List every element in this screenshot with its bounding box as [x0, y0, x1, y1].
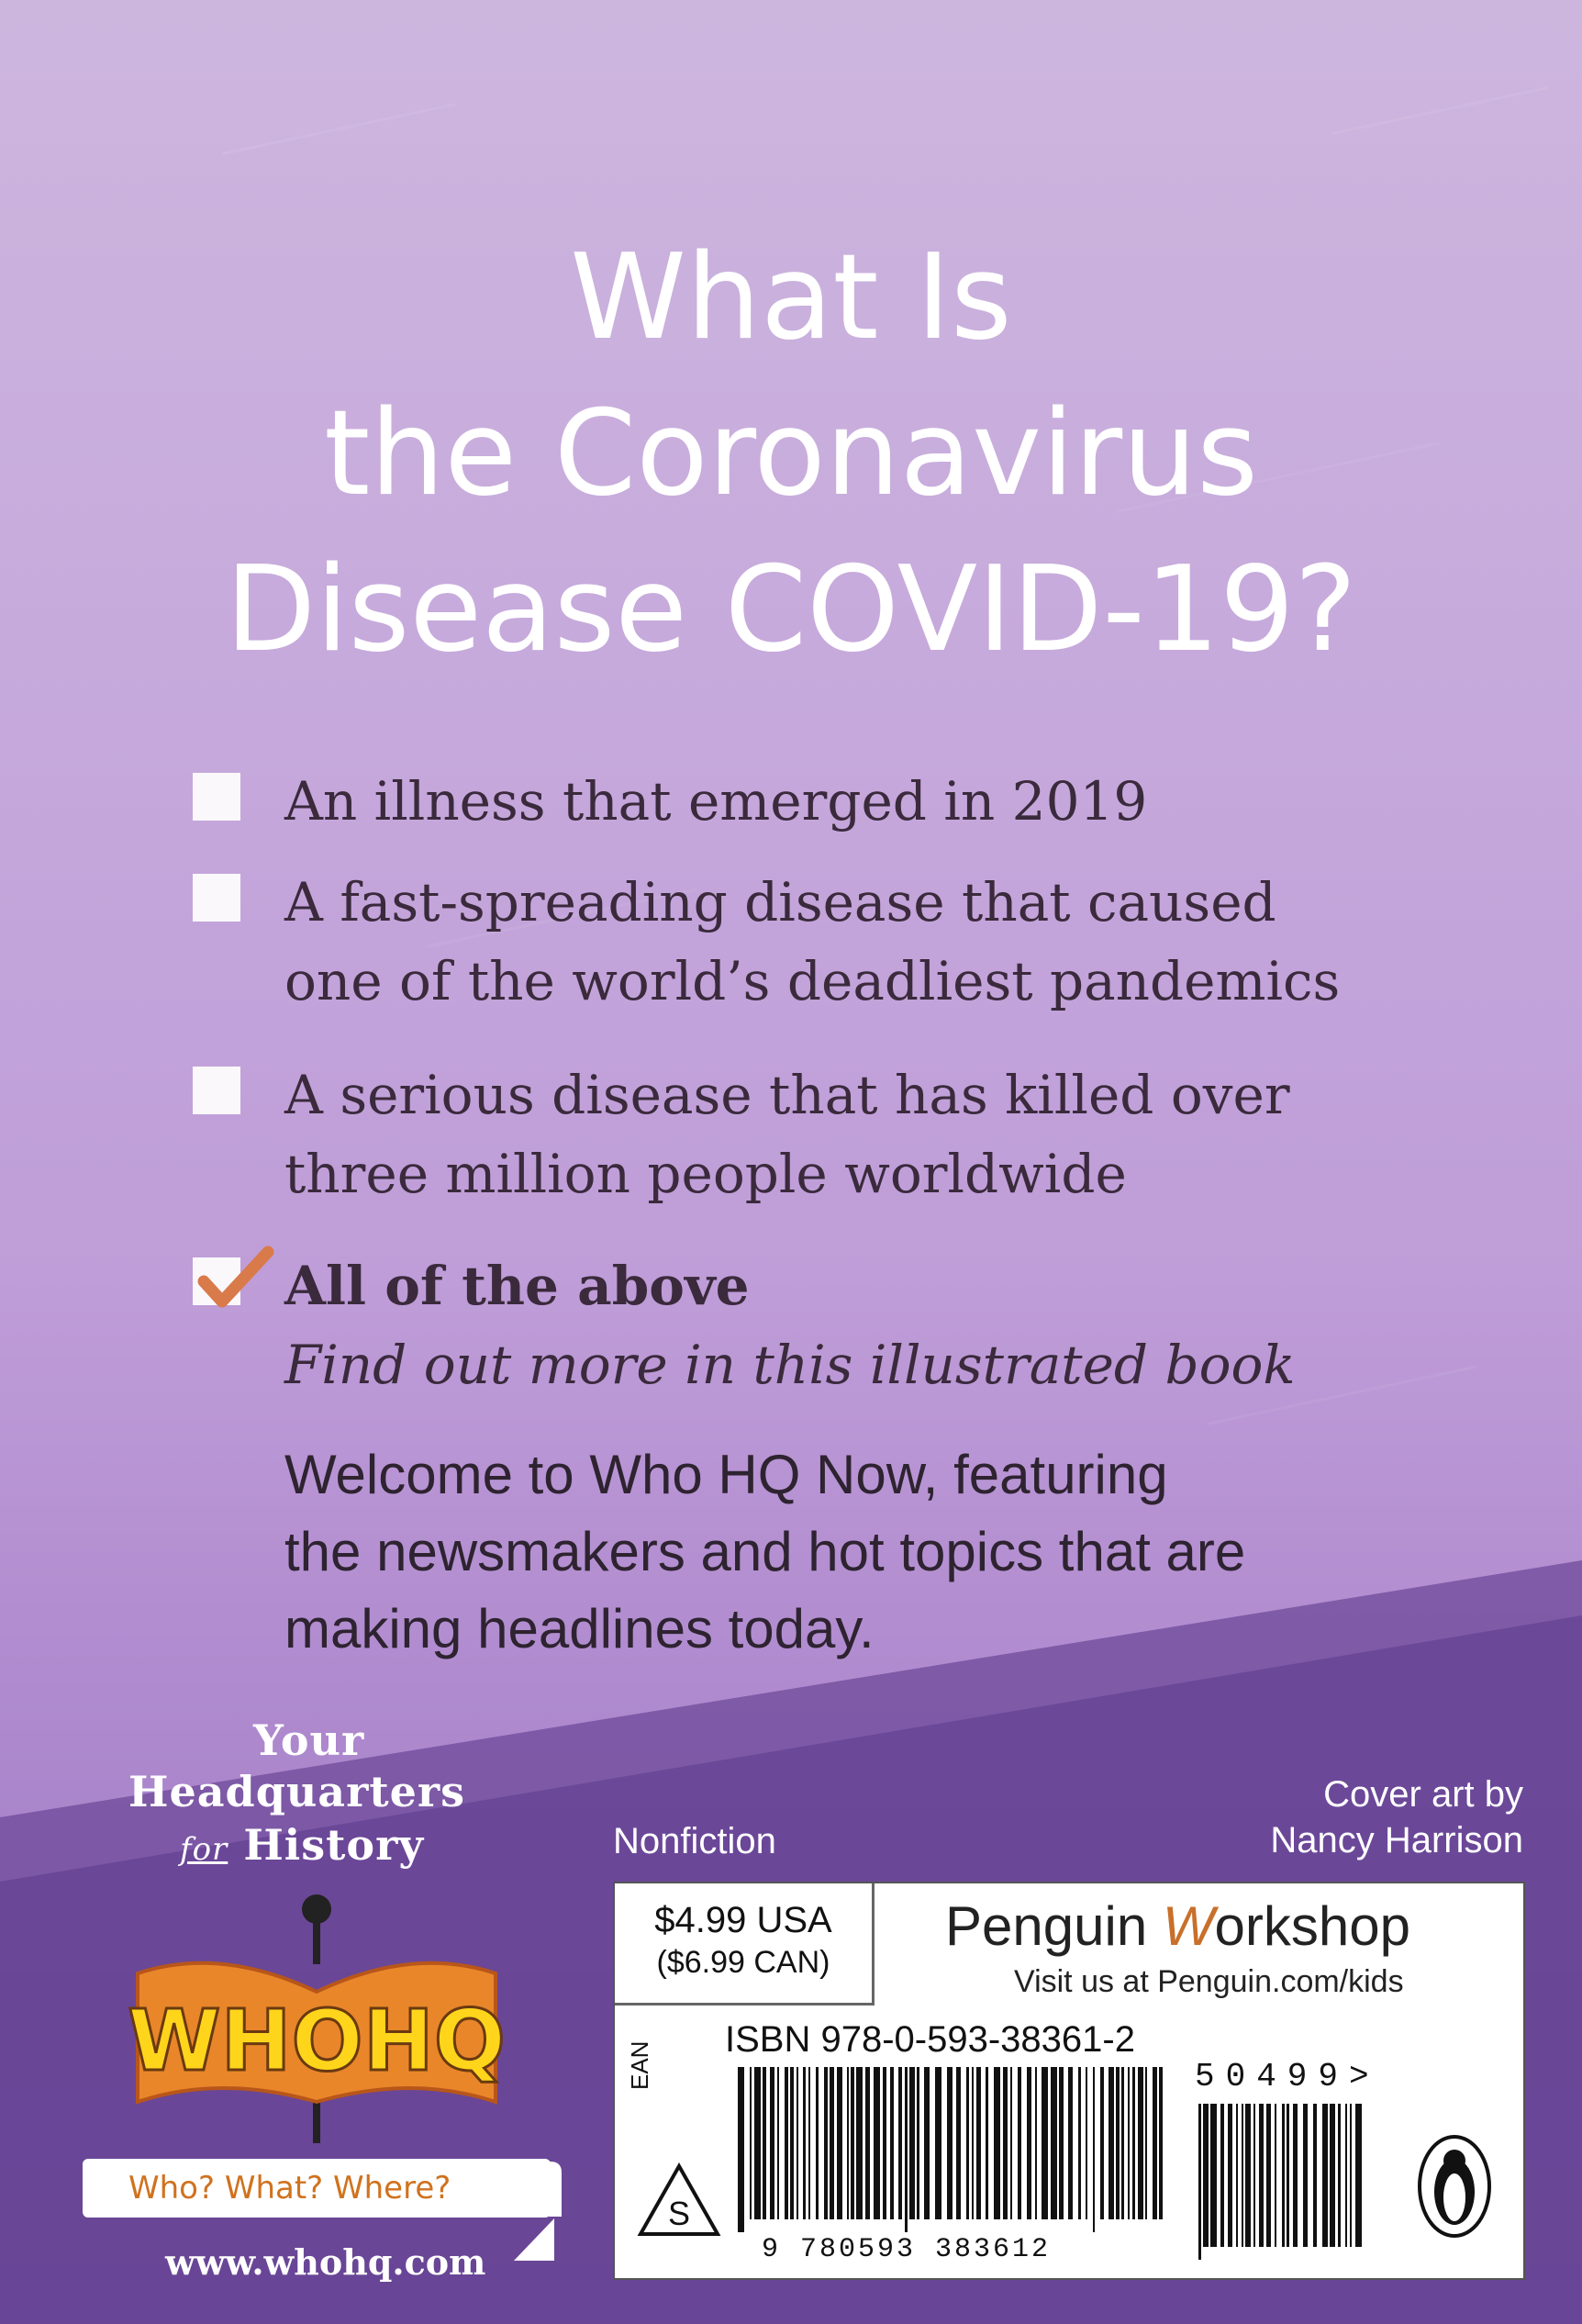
barcode-bar: [1282, 2104, 1285, 2247]
whohq-logo-text: WHOHQ: [128, 1992, 506, 2090]
barcode-bar: [1100, 2067, 1104, 2219]
barcode-bar: [1322, 2104, 1328, 2247]
barcode-bar: [883, 2067, 886, 2219]
barcode-bar: [803, 2067, 806, 2219]
price-can: ($6.99 CAN): [656, 1945, 830, 1980]
barcode-bar: [1220, 2104, 1224, 2247]
barcode-bar: [1018, 2067, 1021, 2219]
barcode-bar: [785, 2067, 788, 2219]
brand-line-2: Headquarters: [128, 1767, 465, 1816]
barcode-bar: [824, 2067, 828, 2219]
title-line-3: Disease COVID-19?: [225, 542, 1357, 678]
barcode-bar: [976, 2067, 981, 2219]
barcode-bar: [865, 2067, 870, 2219]
barcode-bar: [1109, 2067, 1114, 2219]
barcode-bar: [797, 2067, 798, 2219]
barcode-bar: [1287, 2104, 1289, 2247]
barcode-bar: [1027, 2067, 1031, 2219]
welcome-paragraph: Welcome to Who HQ Now, featuring the newsmakers and hot topics that are making headlines today.: [284, 1444, 1246, 1659]
barcode-bar: [1138, 2067, 1143, 2219]
barcode-bar: [1303, 2104, 1308, 2247]
barcode-bar: [1245, 2104, 1251, 2247]
barcode-bar: [1313, 2104, 1317, 2247]
barcode-bar: [1121, 2067, 1124, 2219]
website-link[interactable]: www.whohq.com: [165, 2241, 486, 2283]
barcode-bar: [1059, 2067, 1064, 2219]
barcode-bar: [1355, 2104, 1362, 2247]
checklist-item-text: All of the above Find out more in this illustrated book: [284, 1255, 1296, 1396]
addon-digits: 50499>: [1195, 2058, 1380, 2095]
barcode-bar: [1330, 2104, 1335, 2247]
tagline: Who? What? Where?: [128, 2170, 451, 2207]
barcode-bar: [972, 2067, 974, 2219]
barcode-bar: [808, 2067, 810, 2219]
barcode-bar: [830, 2067, 834, 2219]
barcode-bar: [966, 2067, 969, 2219]
barcode-bar: [909, 2067, 915, 2219]
barcode-bar: [935, 2067, 941, 2219]
ean-label: EAN: [626, 2040, 653, 2090]
publisher-website: Visit us at Penguin.com/kids: [1014, 1964, 1404, 1999]
barcode-bar: [874, 2067, 880, 2219]
barcode-bar: [1242, 2104, 1243, 2247]
brand-line-1: Your: [253, 1715, 365, 1765]
barcode-bar: [1010, 2067, 1012, 2219]
addon-barcode: [1195, 2104, 1369, 2260]
barcode-bar: [1086, 2067, 1087, 2219]
barcode-bar: [1153, 2067, 1157, 2219]
barcode-bar: [1275, 2104, 1276, 2247]
title-line-1: What Is: [570, 229, 1012, 366]
barcode-bar: [1293, 2104, 1298, 2247]
barcode-bar: [1035, 2067, 1037, 2219]
isbn: ISBN 978-0-593-38361-2: [725, 2019, 1135, 2060]
whohq-logo: [119, 1891, 523, 2157]
brand-line-3: for History: [180, 1820, 425, 1870]
barcode-bar: [1116, 2067, 1120, 2219]
barcode-bar: [851, 2067, 854, 2219]
barcode-bar: [790, 2067, 794, 2219]
main-barcode: [734, 2067, 1165, 2232]
barcode-bar: [1259, 2104, 1264, 2247]
barcode-bar: [1128, 2067, 1130, 2219]
title-line-2: the Coronavirus: [324, 385, 1258, 522]
barcode-bar: [777, 2067, 779, 2219]
barcode-bar: [1051, 2067, 1057, 2219]
svg-text:S: S: [667, 2195, 691, 2232]
barcode-bar: [1078, 2067, 1081, 2219]
barcode-bar: [1159, 2067, 1163, 2219]
price-usa: $4.99 USA: [654, 1900, 832, 1940]
genre-label: Nonfiction: [613, 1821, 776, 1861]
barcode-bar: [956, 2067, 961, 2219]
barcode-bar: [837, 2067, 842, 2219]
safety-triangle-icon: [633, 2159, 725, 2241]
barcode-bar: [750, 2067, 752, 2219]
barcode-bar: [947, 2067, 953, 2219]
price-box: [615, 1883, 875, 2006]
barcode-bar: [1198, 2104, 1201, 2260]
barcode-bar: [847, 2067, 849, 2219]
checkbox-empty: [193, 874, 240, 922]
barcode-bar: [1093, 2067, 1095, 2232]
barcode-bar: [816, 2067, 819, 2219]
checkbox-empty: [193, 1067, 240, 1114]
barcode-bar: [738, 2067, 744, 2232]
publisher-name: Penguin Workshop: [945, 1895, 1410, 1957]
checkbox-empty: [193, 773, 240, 821]
barcode-bar: [1345, 2104, 1347, 2247]
checklist-item-text: A serious disease that has killed over three million people worldwide: [284, 1064, 1290, 1205]
arrow-icon: [496, 2152, 569, 2272]
barcode-bar: [770, 2067, 774, 2219]
barcode-bar: [1236, 2104, 1238, 2247]
barcode-bar: [1253, 2104, 1255, 2247]
barcode-bar: [1003, 2067, 1008, 2219]
checkmark-icon: [196, 1241, 279, 1314]
barcode-bar: [1042, 2067, 1048, 2219]
barcode-bar: [917, 2067, 919, 2219]
barcode-bar: [898, 2067, 902, 2219]
barcode-bar: [905, 2067, 908, 2232]
barcode-bar: [986, 2067, 988, 2219]
barcode-bar: [754, 2067, 761, 2219]
barcode-bar: [890, 2067, 894, 2219]
barcode-bar: [1132, 2067, 1135, 2219]
barcode-bar: [1266, 2104, 1271, 2247]
checklist-item-text: An illness that emerged in 2019: [284, 770, 1148, 832]
barcode-bar: [1338, 2104, 1341, 2247]
barcode-digits: 9 780593 383612: [762, 2234, 1052, 2265]
checklist-item-text: A fast-spreading disease that caused one of the world’s deadliest pandemics: [284, 871, 1341, 1012]
barcode-bar: [994, 2067, 1000, 2219]
cover-art-credit: Cover art by Nancy Harrison: [1270, 1774, 1523, 1860]
barcode-bar: [1228, 2104, 1232, 2247]
penguin-logo-icon: [1413, 2131, 1496, 2241]
barcode-bar: [1210, 2104, 1217, 2247]
barcode-bar: [1145, 2067, 1147, 2219]
barcode-bar: [856, 2067, 863, 2219]
barcode-bar: [1350, 2104, 1352, 2247]
price-barcode-label: [613, 1882, 1525, 2280]
barcode-bar: [763, 2067, 766, 2219]
barcode-bar: [1068, 2067, 1073, 2219]
barcode-bar: [1203, 2104, 1209, 2247]
barcode-bar: [924, 2067, 930, 2219]
